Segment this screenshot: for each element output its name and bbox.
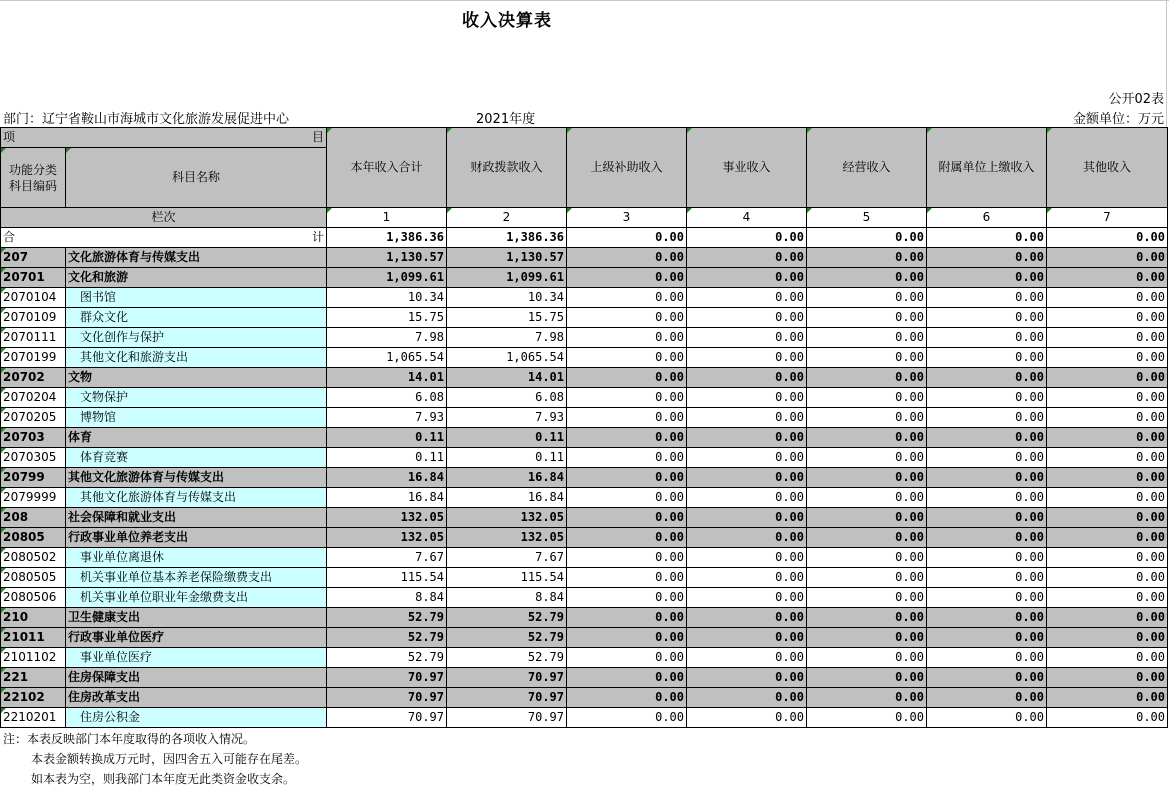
row-value: 0.00 [927,408,1047,428]
header-xiang: 项 [3,130,16,144]
row-value: 0.00 [927,448,1047,468]
row-value: 0.00 [567,568,687,588]
row-value: 70.97 [327,688,447,708]
row-value: 0.00 [567,488,687,508]
row-value: 0.00 [807,688,927,708]
row-value: 0.11 [327,448,447,468]
row-name: 住房改革支出 [66,688,327,708]
row-value: 0.00 [687,688,807,708]
table-row [1,668,1168,688]
row-value: 8.84 [447,588,567,608]
row-value: 0.00 [687,288,807,308]
footnote-3: 如本表为空，则我部门本年度无此类资金收支余。 [31,772,296,786]
row-value: 0.00 [567,508,687,528]
row-value: 14.01 [327,368,447,388]
row-value: 7.67 [447,548,567,568]
row-value: 0.00 [927,588,1047,608]
row-value: 0.00 [807,668,927,688]
row-value: 132.05 [447,528,567,548]
row-value: 0.00 [1047,288,1168,308]
table-row [1,568,1168,588]
row-value: 0.00 [807,448,927,468]
row-value: 115.54 [447,568,567,588]
row-name: 社会保障和就业支出 [66,508,327,528]
table-row [1,508,1168,528]
row-value: 7.93 [447,408,567,428]
header-col-4: 事业收入 [687,128,807,208]
row-value: 0.00 [687,488,807,508]
row-value: 132.05 [327,508,447,528]
table-row [1,428,1168,448]
row-value: 15.75 [447,308,567,328]
total-label-left: 合 [3,230,16,244]
row-value: 0.00 [927,688,1047,708]
row-code: 2070199 [1,348,66,368]
row-value: 0.00 [687,408,807,428]
row-value: 0.00 [807,608,927,628]
table-row [1,448,1168,468]
row-value: 14.01 [447,368,567,388]
row-name: 体育竞赛 [66,448,327,468]
row-value: 0.00 [567,668,687,688]
row-name: 文物保护 [66,388,327,408]
row-value: 70.97 [447,708,567,728]
row-value: 0.00 [687,508,807,528]
row-code: 2101102 [1,648,66,668]
row-value: 52.79 [447,608,567,628]
row-value: 0.00 [807,588,927,608]
row-code: 207 [1,248,66,268]
footnote-2: 本表金额转换成万元时，因四舍五入可能存在尾差。 [31,752,308,766]
row-value: 0.00 [687,568,807,588]
row-value: 0.00 [687,648,807,668]
row-value: 0.00 [1047,648,1168,668]
row-value: 0.00 [567,588,687,608]
row-value: 1,130.57 [327,248,447,268]
total-value: 0.00 [927,228,1047,248]
row-value: 132.05 [327,528,447,548]
table-row [1,528,1168,548]
table-row [1,628,1168,648]
row-value: 0.00 [567,308,687,328]
row-value: 0.00 [807,528,927,548]
row-value: 0.00 [927,528,1047,548]
row-value: 0.00 [1047,468,1168,488]
row-value: 70.97 [447,688,567,708]
row-value: 0.00 [1047,328,1168,348]
row-value: 0.00 [927,288,1047,308]
row-value: 0.00 [567,448,687,468]
header-lanci: 栏次 [1,208,327,228]
row-code: 20805 [1,528,66,548]
table-row [1,368,1168,388]
row-value: 0.00 [1047,708,1168,728]
row-name: 机关事业单位职业年金缴费支出 [66,588,327,608]
row-value: 70.97 [447,668,567,688]
row-value: 0.00 [927,568,1047,588]
row-value: 0.00 [687,328,807,348]
row-name: 文化旅游体育与传媒支出 [66,248,327,268]
total-value: 0.00 [567,228,687,248]
col-num-1: 1 [327,208,447,228]
row-value: 0.00 [927,548,1047,568]
row-value: 0.00 [1047,308,1168,328]
row-value: 0.00 [1047,448,1168,468]
row-value: 0.00 [1047,408,1168,428]
col-num-4: 4 [687,208,807,228]
table-row [1,688,1168,708]
row-value: 0.00 [687,268,807,288]
col-num-6: 6 [927,208,1047,228]
row-name: 住房公积金 [66,708,327,728]
row-value: 0.00 [807,568,927,588]
row-code: 2070305 [1,448,66,468]
total-value: 0.00 [807,228,927,248]
table-row [1,388,1168,408]
row-value: 6.08 [327,388,447,408]
row-value: 0.00 [807,468,927,488]
footnotes [3,729,307,789]
page-title: 收入决算表 [462,11,552,31]
row-value: 0.00 [567,528,687,548]
row-value: 0.00 [567,268,687,288]
row-value: 0.00 [567,388,687,408]
row-value: 0.00 [927,508,1047,528]
table-row [1,248,1168,268]
row-value: 1,099.61 [447,268,567,288]
row-value: 16.84 [447,488,567,508]
row-value: 0.00 [687,248,807,268]
row-name: 文物 [66,368,327,388]
row-name: 行政事业单位医疗 [66,628,327,648]
row-value: 1,065.54 [327,348,447,368]
row-value: 0.00 [687,588,807,608]
row-value: 0.00 [807,628,927,648]
header-col-7: 其他收入 [1047,128,1168,208]
row-value: 8.84 [327,588,447,608]
row-value: 0.00 [1047,608,1168,628]
row-value: 0.00 [927,428,1047,448]
header-col-6: 附属单位上缴收入 [927,128,1047,208]
row-value: 0.00 [687,608,807,628]
table-row [1,328,1168,348]
row-value: 0.00 [927,248,1047,268]
row-code: 20702 [1,368,66,388]
row-value: 0.00 [927,708,1047,728]
row-value: 0.00 [1047,488,1168,508]
amount-unit: 金额单位：万元 [1072,112,1164,127]
row-name: 图书馆 [66,288,327,308]
total-value: 0.00 [1047,228,1168,248]
row-value: 52.79 [327,628,447,648]
row-value: 0.00 [567,548,687,568]
row-code: 2079999 [1,488,66,508]
header-col-5: 经营收入 [807,128,927,208]
row-value: 0.00 [1047,428,1168,448]
row-value: 0.00 [687,628,807,648]
row-value: 0.00 [1047,568,1168,588]
row-value: 10.34 [327,288,447,308]
row-name: 事业单位离退休 [66,548,327,568]
row-value: 0.00 [927,608,1047,628]
table-row [1,408,1168,428]
row-code: 20799 [1,468,66,488]
row-value: 0.00 [1047,368,1168,388]
row-value: 0.00 [567,248,687,268]
header-mu: 目 [311,130,324,144]
col-num-3: 3 [567,208,687,228]
row-code: 2080502 [1,548,66,568]
row-value: 0.00 [807,548,927,568]
row-value: 52.79 [447,628,567,648]
row-value: 16.84 [327,468,447,488]
total-label [1,228,327,248]
row-code: 2070204 [1,388,66,408]
row-value: 0.00 [567,328,687,348]
row-name: 体育 [66,428,327,448]
row-value: 0.00 [927,308,1047,328]
row-value: 0.00 [567,368,687,388]
row-value: 0.00 [1047,628,1168,648]
row-value: 0.00 [807,488,927,508]
table-row [1,608,1168,628]
row-code: 2070104 [1,288,66,308]
row-name: 机关事业单位基本养老保险缴费支出 [66,568,327,588]
row-code: 2070205 [1,408,66,428]
row-value: 0.00 [567,348,687,368]
right-gridline [1166,0,1167,128]
row-code: 221 [1,668,66,688]
row-value: 1,099.61 [327,268,447,288]
row-name: 博物馆 [66,408,327,428]
row-value: 0.00 [567,408,687,428]
row-value: 0.00 [687,528,807,548]
form-code: 公开02表 [1108,92,1164,107]
row-code: 22102 [1,688,66,708]
row-code: 2070109 [1,308,66,328]
row-value: 0.00 [687,668,807,688]
row-value: 0.00 [927,348,1047,368]
row-value: 70.97 [327,708,447,728]
row-value: 0.00 [1047,248,1168,268]
row-value: 0.00 [807,308,927,328]
col-num-2: 2 [447,208,567,228]
row-value: 0.00 [687,548,807,568]
table-row [1,268,1168,288]
header-col-1: 本年收入合计 [327,128,447,208]
table-row [1,708,1168,728]
header-col-3: 上级补助收入 [567,128,687,208]
row-value: 15.75 [327,308,447,328]
row-value: 16.84 [327,488,447,508]
row-value: 0.00 [687,468,807,488]
row-value: 0.00 [687,448,807,468]
row-code: 2210201 [1,708,66,728]
row-value: 0.11 [327,428,447,448]
row-value: 70.97 [327,668,447,688]
row-value: 0.00 [1047,588,1168,608]
table-row [1,648,1168,668]
row-value: 0.00 [807,508,927,528]
header-code: 功能分类 科目编码 [1,148,66,208]
col-num-7: 7 [1047,208,1168,228]
row-value: 7.98 [327,328,447,348]
row-value: 0.00 [807,368,927,388]
row-name: 其他文化旅游体育与传媒支出 [66,468,327,488]
row-value: 6.08 [447,388,567,408]
row-value: 0.00 [567,428,687,448]
row-value: 0.00 [567,708,687,728]
row-value: 0.00 [1047,268,1168,288]
total-value: 1,386.36 [447,228,567,248]
row-value: 0.00 [807,288,927,308]
row-code: 210 [1,608,66,628]
top-gridline [0,0,1169,1]
row-name: 文化创作与保护 [66,328,327,348]
row-value: 0.00 [687,428,807,448]
table-row [1,468,1168,488]
table-row [1,548,1168,568]
row-value: 0.00 [567,648,687,668]
row-value: 0.00 [1047,528,1168,548]
row-value: 0.00 [927,628,1047,648]
total-row [1,228,1168,248]
header-col-2: 财政拨款收入 [447,128,567,208]
row-value: 10.34 [447,288,567,308]
row-value: 0.00 [687,368,807,388]
row-value: 0.00 [687,388,807,408]
row-value: 0.00 [807,348,927,368]
row-value: 1,130.57 [447,248,567,268]
row-value: 0.00 [807,328,927,348]
row-value: 0.00 [807,248,927,268]
income-table [0,127,1168,728]
row-value: 0.00 [687,348,807,368]
row-value: 115.54 [327,568,447,588]
row-value: 0.00 [927,648,1047,668]
row-name: 住房保障支出 [66,668,327,688]
row-code: 2080506 [1,588,66,608]
row-code: 2070111 [1,328,66,348]
row-code: 20701 [1,268,66,288]
row-value: 0.11 [447,428,567,448]
total-label-right: 计 [311,230,324,244]
row-code: 21011 [1,628,66,648]
row-value: 0.00 [807,428,927,448]
row-name: 卫生健康支出 [66,608,327,628]
department-label: 部门：辽宁省鞍山市海城市文化旅游发展促进中心 [3,112,290,127]
row-value: 0.00 [567,288,687,308]
row-value: 52.79 [447,648,567,668]
col-num-5: 5 [807,208,927,228]
row-name: 行政事业单位养老支出 [66,528,327,548]
row-value: 7.67 [327,548,447,568]
row-name: 群众文化 [66,308,327,328]
row-value: 0.00 [1047,508,1168,528]
row-value: 0.00 [687,308,807,328]
row-value: 52.79 [327,648,447,668]
row-value: 0.11 [447,448,567,468]
row-value: 0.00 [807,648,927,668]
row-value: 0.00 [807,708,927,728]
row-value: 16.84 [447,468,567,488]
fiscal-year: 2021年度 [476,112,536,127]
row-value: 7.93 [327,408,447,428]
row-code: 208 [1,508,66,528]
row-code: 2080505 [1,568,66,588]
row-value: 0.00 [807,388,927,408]
row-value: 0.00 [567,688,687,708]
row-value: 0.00 [927,468,1047,488]
footnote-1: 注：本表反映部门本年度取得的各项收入情况。 [3,732,256,746]
row-value: 0.00 [567,628,687,648]
row-value: 0.00 [927,488,1047,508]
row-name: 事业单位医疗 [66,648,327,668]
row-value: 0.00 [567,608,687,628]
row-value: 0.00 [927,388,1047,408]
row-name: 其他文化旅游体育与传媒支出 [66,488,327,508]
row-name: 其他文化和旅游支出 [66,348,327,368]
row-name: 文化和旅游 [66,268,327,288]
row-value: 0.00 [1047,668,1168,688]
row-value: 1,065.54 [447,348,567,368]
row-value: 0.00 [567,468,687,488]
row-value: 132.05 [447,508,567,528]
row-value: 0.00 [687,708,807,728]
row-value: 0.00 [927,668,1047,688]
row-value: 0.00 [807,268,927,288]
row-value: 0.00 [1047,388,1168,408]
row-value: 0.00 [927,328,1047,348]
header-xiang-mu [1,128,327,148]
row-value: 0.00 [807,408,927,428]
table-row [1,288,1168,308]
table-row [1,588,1168,608]
total-value: 1,386.36 [327,228,447,248]
table-row [1,488,1168,508]
row-value: 0.00 [1047,548,1168,568]
row-value: 0.00 [1047,688,1168,708]
row-value: 0.00 [1047,348,1168,368]
header-name: 科目名称 [66,148,327,208]
table-row [1,348,1168,368]
total-value: 0.00 [687,228,807,248]
row-value: 7.98 [447,328,567,348]
row-value: 0.00 [927,268,1047,288]
row-value: 0.00 [927,368,1047,388]
table-row [1,308,1168,328]
row-code: 20703 [1,428,66,448]
row-value: 52.79 [327,608,447,628]
